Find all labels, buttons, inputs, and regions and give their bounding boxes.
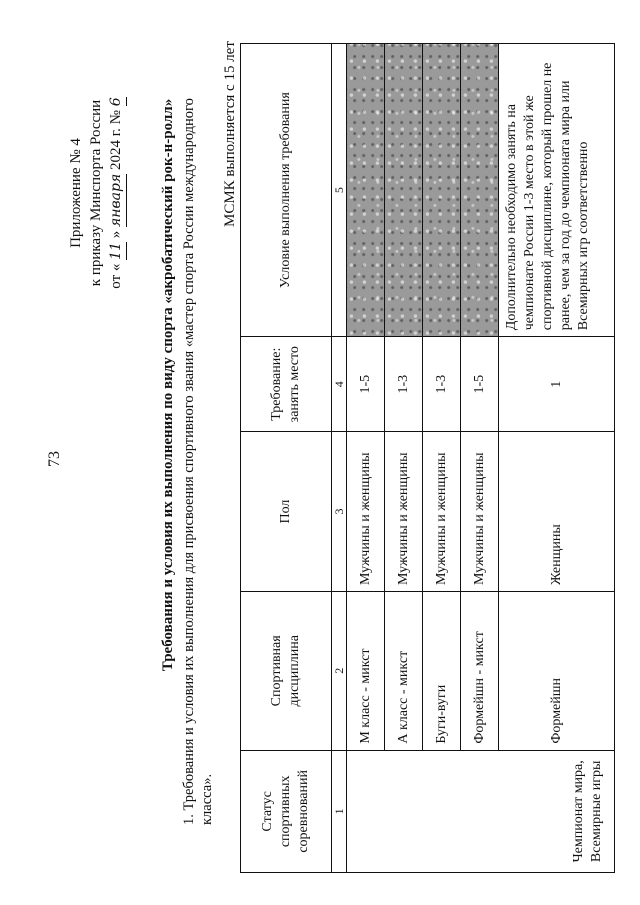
discipline-cell: А класс - микст [385,591,423,750]
place-cell: 1-5 [461,337,499,432]
age-note: МСМК выполняется с 15 лет [222,41,238,227]
header-status: Статус спортивных соревнований [241,750,332,872]
header-gender: Пол [241,432,332,592]
appendix-order-ref: к приказу Минспорта России [88,99,104,287]
date-prefix: от « [108,263,124,289]
gender-cell: Мужчины и женщины [461,432,499,592]
appendix-date-line [106,73,127,313]
column-number: 4 [332,337,347,432]
document-heading: Требования и условия их выполнения по виду спорта «акробатический рок-н-ролл» [160,98,176,672]
section-subheading: 1. Требования и условия их выполнения для присвоения спортивного звания «мастер спорта России международного [181,98,197,825]
date-day: 11 [106,242,127,260]
condition-cell-shaded [461,44,499,337]
table-row [499,44,615,873]
place-cell: 1-3 [385,337,423,432]
discipline-cell: Буги-вуги [423,591,461,750]
gender-cell: Женщины [499,432,615,592]
gender-cell: Мужчины и женщины [423,432,461,592]
place-cell: 1-5 [347,337,385,432]
discipline-cell: Формейшн - микст [461,591,499,750]
place-cell: 1-3 [423,337,461,432]
table-row [423,44,461,873]
appendix-title: Приложение № 4 [68,138,84,248]
condition-cell: Дополнительно необходимо занять на чемпионате России 1-3 место в этой же спортивной дисциплине, который прошел не ранее, чем за год до чемпионата мира или Всемирных игр соответственно [499,44,615,337]
header-place: Требование: занять место [241,337,332,432]
column-number-row [332,44,347,873]
column-number: 5 [332,44,347,337]
appendix-block [66,73,127,313]
column-number: 3 [332,432,347,592]
condition-cell-shaded [385,44,423,337]
competition-status: Чемпионат мира, Всемирные игры [347,750,615,872]
header-condition: Условие выполнения требования [241,44,332,337]
table-row [461,44,499,873]
condition-cell-shaded [347,44,385,337]
requirements-table [240,43,615,873]
place-cell: 1 [499,337,615,432]
column-number: 2 [332,591,347,750]
table-row [385,44,423,873]
date-mid: » [108,230,124,239]
date-year: 2024 [108,140,124,171]
date-month: января [106,174,127,227]
discipline-cell: М класс - микст [347,591,385,750]
condition-cell-shaded [423,44,461,337]
order-number: 6 [106,97,127,106]
section-subheading-continued: класса». [199,773,215,825]
table-row [347,44,385,873]
header-discipline: Спортивная дисциплина [241,591,332,750]
gender-cell: Мужчины и женщины [347,432,385,592]
gender-cell: Мужчины и женщины [385,432,423,592]
column-number: 1 [332,750,347,872]
discipline-cell: Формейшн [499,591,615,750]
date-suffix: г. № [108,110,124,137]
table-header-row [241,44,332,873]
page-number: 73 [46,451,63,467]
